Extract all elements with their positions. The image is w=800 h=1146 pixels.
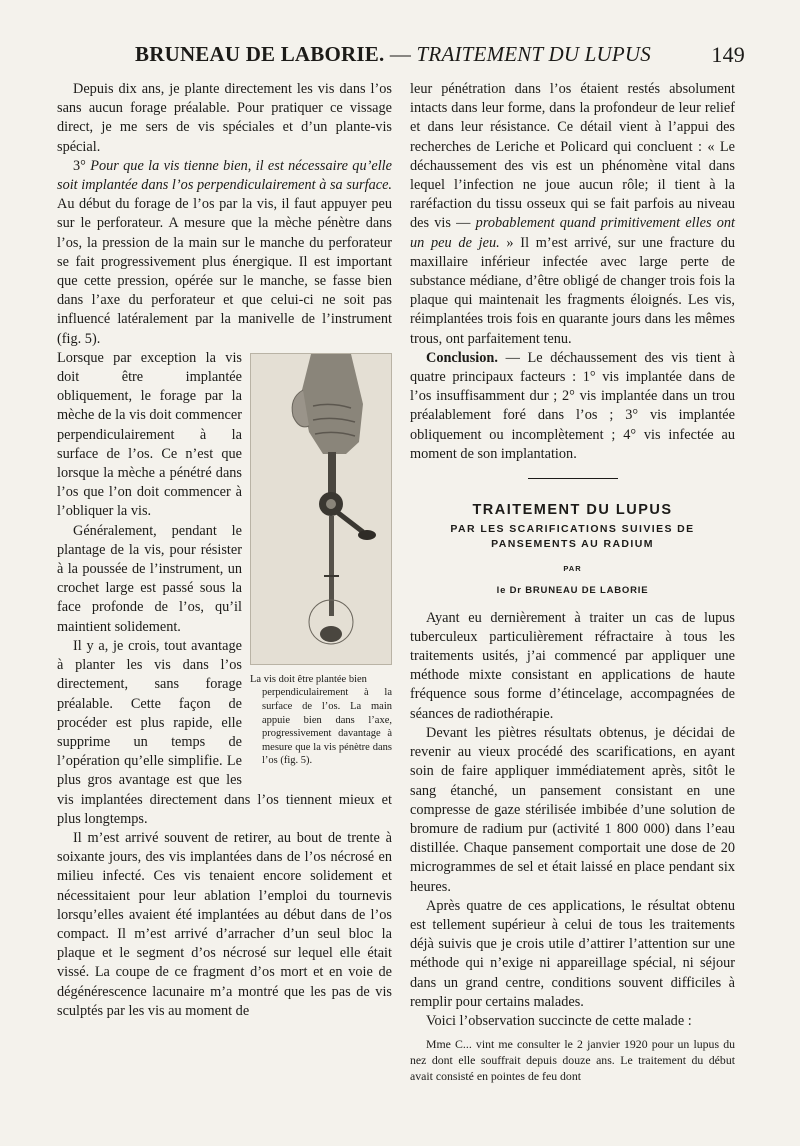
- conclusion-label: Conclusion.: [426, 349, 498, 366]
- figure-5: [250, 353, 392, 768]
- article-title: TRAITEMENT DU LUPUS: [472, 502, 673, 519]
- paragraph-text: leur pénétration dans l’os étaient restés absolument intacts dans leur forme, dans la profondeur de leur relief et dans leur résistance. Ce détail vient à l’appui des recherches de Leriche et Policard qui concluent : « Le déchaussement des vis est un phénomène vital dans lequel l’infection ne joue aucun rôle; il tient à la raréfaction du tissu osseux qui se fait parfois au niveau des vis —: [410, 81, 735, 232]
- paragraph-continued: Lorsque par exception la vis doit être implantée obliquement, le forage par la mèche de la vis doit commencer perpendiculairement à la surface de l’os. Ce n’est que lorsque la mèche a pénétré dans l’os que l’on doit commencer à l’obliquer la vis.: [57, 349, 242, 520]
- article-subtitle-line-1: PAR LES SCARIFICATIONS SUIVIES DE: [450, 523, 695, 536]
- header-title: TRAITEMENT DU LUPUS: [416, 42, 651, 66]
- paragraph: Après quatre de ces applications, le résultat obtenu est tellement supérieur à celui de tous les traitements déjà suivis que je crois utile d’attirer l’attention sur une méthode qui n’exige ni appareillage spécial, ni séjour dans un grand centre, conditions souvent difficiles à remplir pour certains malades.: [410, 897, 735, 1010]
- running-header: [135, 42, 745, 72]
- paragraph-text: » Il m’est arrivé, sur une fracture du maxillaire inférieur infectée avec large perte de substance médiane, d’être obligé de changer trois fois la plaque qui maintenait les fragments éloignés. Les vis, réimplantées trois fois en quarante jours dans les mêmes trous, ont parfaitement tenu.: [410, 234, 735, 347]
- conclusion-text: — Le déchaussement des vis tient à quatre principaux facteurs : 1° vis implantée dans de l’os insuffisamment dur ; 2° vis implantée dans un trou préalablement foré dans l’os ; 3° vis implantée obliquement ou incomplètement ; 4° vis infectée au moment de son implantation.: [410, 349, 735, 462]
- paragraph: Généralement, pendant le plantage de la vis, pour résister à la poussée de l’instrument, un crochet large est passé sous la face profonde de l’os, qu’il maintient solidement.: [57, 522, 242, 635]
- section-divider: [528, 478, 618, 479]
- page-number: 149: [711, 42, 745, 67]
- paragraph: Il m’est arrivé souvent de retirer, au bout de trente à soixante jours, des vis implantées dans de l’os nécrosé en milieu infecté. Ces vis tenaient encore solidement et nécessitaient pour leur ablation l’emploi du tournevis lorsqu’elles avaient été implantées au début dans de l’os compact. Il m’est arrivé d’arracher d’un seul bloc la plaque et le segment d’os nécrosé sur lequel elle était vissé. La coupe de ce fragment d’os mort et en voie de dégénérescence lacunaire m’a montré que les pas de vis sculptés par les vis au moment de: [57, 829, 392, 1019]
- article-author: le Dr BRUNEAU DE LABORIE: [496, 585, 649, 597]
- paragraph: [57, 157, 392, 349]
- header-author: BRUNEAU DE LABORIE.: [135, 42, 385, 66]
- article-by: PAR: [563, 564, 582, 574]
- caption-text: perpendiculairement à la surface de l’os. La main appuie bien dans l’axe, progressivement davantage à mesure que la vis pénètre dans l’os (fig. 5).: [262, 687, 392, 767]
- paragraph: Devant les piètres résultats obtenus, je décidai de revenir au vieux procédé des scarifications, en ayant soin de faire appliquer immédiatement après, sitôt le sang étanché, un pansement consistant en une compresse de gaze stérilisée imbibée d’une solution de bromure de radium pur (activité 1 800 000) dans l’eau distillée. Chaque pansement comportait une dose de 20 microgrammes de sel et était laissé en place pendant six heures.: [410, 724, 735, 895]
- paragraph-text: Au début du forage de l’os par la vis, il faut appuyer peu sur le perforateur. A mesure que la mèche pénètre dans l’os, la pression de la main sur le manche du perforateur se fait progressivement plus énergique. Il est important que cette pression, opérée sur le manche, se fasse bien dans l’axe du perforateur et que celui-ci ne soit pas influencé latéralement par la manivelle de l’instrument (fig. 5).: [57, 196, 392, 347]
- right-column: [410, 80, 735, 1085]
- article-subtitle-line-2: PANSEMENTS AU RADIUM: [491, 538, 654, 551]
- paragraph-number: 3°: [73, 157, 91, 174]
- hand-drill-illustration: [251, 354, 391, 664]
- paragraph: Depuis dix ans, je plante directement les vis dans l’os sans aucun forage préalable. Pour pratiquer ce vissage direct, je me sers de vis spéciales et d’un plante-vis spécial.: [57, 81, 392, 155]
- conclusion-paragraph: [410, 349, 735, 464]
- paragraph: Il y a, je crois, tout avantage à planter les vis dans l’os directement, sans forage préalable. Cette façon de procéder est plus rapide, elle supprime un temps de l’opération qu’elle simplifie. Le plus gros avantage est que les vis implantées directement dans l’os tiennent mieux et plus longtemps.: [57, 637, 392, 827]
- caption-line-1: La vis doit être plantée bien: [250, 673, 367, 685]
- paragraph-continued: [410, 80, 735, 349]
- header-dash: —: [389, 42, 412, 66]
- emphasis-text: Pour que la vis tienne bien, il est nécessaire qu’elle soit implantée dans l’os perpendiculairement à sa surface.: [57, 157, 392, 194]
- figure-caption: [250, 673, 392, 768]
- paragraph: Voici l’observation succincte de cette malade :: [426, 1012, 692, 1029]
- left-column: [57, 80, 392, 1021]
- observation-text: Mme C... vint me consulter le 2 janvier 1920 pour un lupus du nez dont elle souffrait depuis douze ans. Le traitement du début avait consisté en pointes de feu dont: [410, 1037, 735, 1083]
- figure-photo: [250, 353, 392, 665]
- paragraph: Ayant eu dernièrement à traiter un cas de lupus tuberculeux particulièrement réfractaire à tous les traitements usités, j’ai commencé par appliquer une méthode mixte consistant en applications de haute fréquence sous forme d’étincelage, accompagnées de séances de radiothérapie.: [410, 609, 735, 722]
- emphasis-text: probablement quand primitivement elles ont un peu de jeu.: [410, 215, 735, 251]
